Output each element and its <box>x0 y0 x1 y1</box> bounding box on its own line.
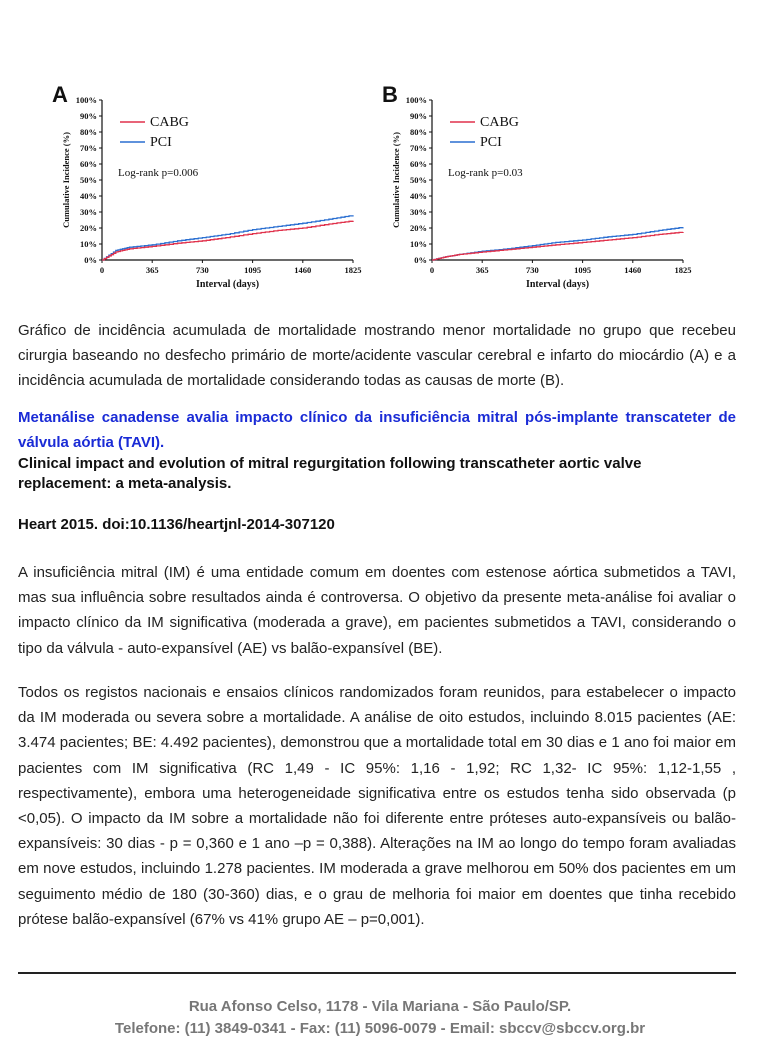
y-tick-label: 100% <box>405 95 427 105</box>
x-tick-label: 1825 <box>674 265 692 275</box>
figure-caption: Gráfico de incidência acumulada de mortalidade mostrando menor mortalidade no grupo que recebeu cirurgia baseando no desfecho primário de morte/acidente vascular cerebral e infarto do miocárdio (A) e a incidência acumulada de mortalidade considerando todas as causas de morte (B). <box>18 322 736 389</box>
y-tick-label: 70% <box>80 143 97 153</box>
x-tick-label: 365 <box>145 265 159 275</box>
footer-contact: Telefone: (11) 3849-0341 - Fax: (11) 5096-0079 - Email: sbccv@sbccv.org.br <box>114 1020 646 1037</box>
x-tick-label: 1460 <box>294 265 312 275</box>
x-tick-label: 0 <box>99 265 105 275</box>
y-tick-label: 100% <box>75 95 97 105</box>
chart-b-svg <box>380 80 700 300</box>
y-tick-label: 0% <box>84 255 97 265</box>
logrank-annotation: Log-rank p=0.03 <box>448 167 523 179</box>
x-axis-label: Interval (days) <box>195 279 260 290</box>
chart-panel-b <box>380 80 700 300</box>
series-line-cabg <box>432 232 683 260</box>
x-tick-label: 365 <box>475 265 489 275</box>
y-tick-label: 40% <box>80 191 97 201</box>
y-tick-label: 80% <box>410 127 427 137</box>
footer-divider <box>18 972 736 974</box>
y-tick-label: 50% <box>410 175 427 185</box>
series-line-pci <box>432 227 683 260</box>
y-tick-label: 90% <box>80 111 97 121</box>
legend-label-pci: PCI <box>480 135 502 150</box>
y-tick-label: 10% <box>410 239 427 249</box>
x-tick-label: 730 <box>526 265 539 275</box>
panel-label: B <box>382 82 398 107</box>
legend-label-pci: PCI <box>150 135 172 150</box>
footer-address: Rua Afonso Celso, 1178 - Vila Mariana - São Paulo/SP. <box>188 998 572 1015</box>
chart-a-svg <box>50 80 370 300</box>
article-title-pt: Metanálise canadense avalia impacto clínico da insuficiência mitral pós-implante transcateter de válvula aórtia (TAVI). <box>18 409 736 451</box>
y-axis-label: Cumulative Incidence (%) <box>391 132 401 228</box>
y-tick-label: 70% <box>410 143 427 153</box>
x-tick-label: 730 <box>196 265 209 275</box>
y-tick-label: 60% <box>80 159 97 169</box>
y-tick-label: 80% <box>80 127 97 137</box>
body-paragraph-1: A insuficiência mitral (IM) é uma entidade comum em doentes com estenose aórtica submetidos a TAVI, mas sua influência sobre resultados ainda é controversa. O objetivo da presente meta-análise foi avaliar o impacto clínico da IM significativa (moderada a grave), em pacientes submetidos a TAVI, considerando o tipo da válvula - auto-expansível (AE) vs balão-expansível (BE). <box>18 564 736 657</box>
logrank-annotation: Log-rank p=0.006 <box>118 167 199 179</box>
y-tick-label: 0% <box>414 255 427 265</box>
legend-label-cabg: CABG <box>150 115 189 130</box>
x-tick-label: 1095 <box>244 265 262 275</box>
x-tick-label: 1460 <box>624 265 642 275</box>
x-axis-label: Interval (days) <box>525 279 590 290</box>
series-line-cabg <box>102 221 353 260</box>
article-title-en: Clinical impact and evolution of mitral regurgitation following transcatheter aortic valve replacement: a meta-analysis. <box>18 455 642 492</box>
legend-label-cabg: CABG <box>480 115 519 130</box>
y-tick-label: 20% <box>410 223 427 233</box>
y-tick-label: 10% <box>80 239 97 249</box>
y-tick-label: 30% <box>410 207 427 217</box>
y-tick-label: 90% <box>410 111 427 121</box>
article-reference: Heart 2015. doi:10.1136/heartjnl-2014-307120 <box>18 516 335 533</box>
y-tick-label: 50% <box>80 175 97 185</box>
y-tick-label: 60% <box>410 159 427 169</box>
x-tick-label: 0 <box>429 265 435 275</box>
y-tick-label: 40% <box>410 191 427 201</box>
chart-panel-a <box>50 80 370 300</box>
body-paragraph-2: Todos os registos nacionais e ensaios clínicos randomizados foram reunidos, para estabelecer o impacto da IM moderada ou severa sobre a mortalidade. A análise de oito estudos, incluindo 8.015 pacientes (AE: 3.474 pacientes; BE: 4.492 pacientes), demonstrou que a mortalidade total em 30 dias e 1 ano foi maior em pacientes com IM significativa (RC 1,49 - IC 95%: 1,16 - 1,92; RC 1,32- IC 95%: 1,12-1,55 , respectivamente), embora uma heterogeneidade significativa entre os estudos tenha sido observada (p <0,05). O impacto da IM sobre a mortalidade não foi diferente entre próteses auto-expansíveis ou balão-expansíveis: 30 dias - p = 0,360 e 1 ano –p = 0,388). Alterações na IM ao longo do tempo foram avaliadas em nove estudos, incluindo 1.278 pacientes. IM moderada a grave melhorou em 50% dos pacientes em um seguimento médio de 180 (30-360) dias, e o grau de melhoria foi maior em doentes que tinha recebido prótese balão-expansível (67% vs 41% grupo AE – p=0,001). <box>18 684 736 928</box>
y-tick-label: 20% <box>80 223 97 233</box>
x-tick-label: 1095 <box>574 265 592 275</box>
x-tick-label: 1825 <box>344 265 362 275</box>
panel-label: A <box>52 82 68 107</box>
y-axis-label: Cumulative Incidence (%) <box>61 132 71 228</box>
y-tick-label: 30% <box>80 207 97 217</box>
